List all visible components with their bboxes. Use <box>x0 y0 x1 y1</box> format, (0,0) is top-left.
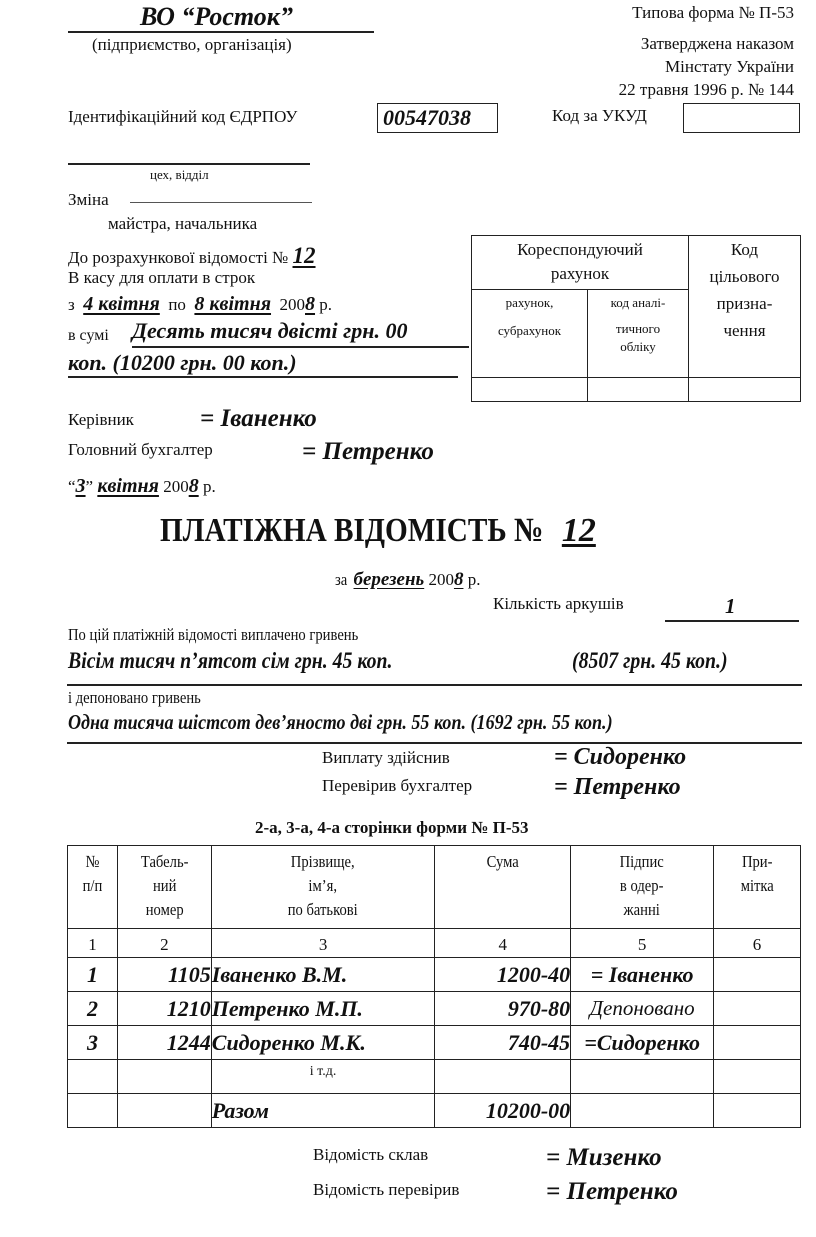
row-note <box>714 992 801 1026</box>
corr-header-account <box>472 236 689 290</box>
total-cell <box>68 1094 118 1128</box>
column-number: 6 <box>714 929 801 958</box>
column-number: 2 <box>117 929 211 958</box>
edrpou-label: Ідентифікаційний код ЄДРПОУ <box>68 107 298 126</box>
verified-signature: = Петренко <box>546 1178 678 1205</box>
approved-line-2: Мінстату України <box>665 57 794 76</box>
corr-sub-account-line2: субрахунок <box>497 323 562 338</box>
checked-by-signature: = Петренко <box>554 774 681 800</box>
year-prefix: 200 <box>279 295 306 314</box>
corr-sub-account <box>472 290 588 378</box>
period-month: березень <box>353 569 425 590</box>
payroll-header-row <box>68 846 801 929</box>
ukud-field <box>683 103 800 133</box>
department-line <box>68 163 310 165</box>
total-cell <box>117 1094 211 1128</box>
calc-sheet-number: 12 <box>292 243 316 268</box>
date-year-suffix: р. <box>202 477 216 496</box>
cash-label: В касу для оплати в строк <box>68 268 256 287</box>
corr-sub-account-line1: рахунок, <box>505 295 554 310</box>
sum-words-line-2: коп. (10200 грн. 00 коп.) <box>68 350 297 375</box>
corr-header-code <box>689 236 801 378</box>
etc-cell <box>571 1060 714 1094</box>
department-caption: цех, відділ <box>150 167 209 182</box>
header-tab-line2: ний <box>152 876 177 895</box>
date-month: квітня <box>97 475 159 497</box>
header-sum-line1: Сума <box>486 852 519 871</box>
header-signature-line3: жанні <box>623 900 661 919</box>
column-numbers-row <box>68 929 801 958</box>
row-no: 3 <box>68 1026 118 1060</box>
row-signature: =Сидоренко <box>571 1026 714 1060</box>
header-note <box>714 846 801 929</box>
ukud-label: Код за УКУД <box>552 106 647 125</box>
paid-words <box>68 648 445 674</box>
pages-caption: 2-а, 3-а, 4-а сторінки форми № П-53 <box>255 818 529 837</box>
payroll-table <box>67 845 801 1128</box>
row-name: Сидоренко М.К. <box>211 1026 435 1060</box>
header-name-line3: по батькові <box>288 900 359 919</box>
row-note <box>714 958 801 992</box>
compiled-label: Відомість склав <box>313 1145 429 1164</box>
deposited-words <box>68 710 701 735</box>
shift-caption: майстра, начальника <box>108 214 258 233</box>
corr-sub-analytic-line1: код аналі- <box>610 295 666 310</box>
header-full-name <box>211 846 435 929</box>
date-year-digit: 8 <box>188 475 199 497</box>
organization-underline <box>68 31 374 33</box>
etc-label: і т.д. <box>211 1060 435 1094</box>
corr-value-analytic <box>588 378 689 402</box>
row-sum: 1200-40 <box>435 958 571 992</box>
row-name: Петренко М.П. <box>211 992 435 1026</box>
calc-sheet-line <box>68 243 316 269</box>
paid-digits <box>572 648 753 674</box>
total-cell <box>571 1094 714 1128</box>
header-name-line1: Прізвище, <box>291 852 355 871</box>
paid-digits-text: (8507 грн. 45 коп.) <box>572 648 728 673</box>
year-suffix: р. <box>319 295 333 314</box>
calc-sheet-label: До розрахункової відомості № <box>68 248 289 267</box>
corr-header-code-line2: цільового <box>709 267 780 286</box>
year-digit: 8 <box>305 293 316 315</box>
paid-label: По цій платіжній відомості виплачено гривень <box>68 625 359 644</box>
corr-header-account-line2: рахунок <box>550 264 610 283</box>
column-number: 5 <box>571 929 714 958</box>
from-label: з <box>68 295 75 314</box>
period-line <box>68 293 332 316</box>
etc-cell <box>714 1060 801 1094</box>
column-number: 4 <box>435 929 571 958</box>
from-date: 4 квітня <box>83 293 160 315</box>
deposited-underline <box>67 742 802 744</box>
sheets-label: Кількість аркушів <box>493 594 624 613</box>
corr-value-account <box>472 378 588 402</box>
shift-label: Зміна <box>68 190 109 209</box>
sum-underline-1 <box>132 346 469 348</box>
corr-sub-analytic-line3: обліку <box>620 339 656 354</box>
sum-label: в сумі <box>68 327 109 344</box>
table-row <box>68 1026 801 1060</box>
correspondence-table <box>471 235 801 402</box>
header-sum <box>435 846 571 929</box>
director-label: Керівник <box>68 410 134 429</box>
edrpou-value: 00547038 <box>383 105 471 130</box>
sum-underline-2 <box>68 376 458 378</box>
paid-underline <box>67 684 802 686</box>
row-tab-number: 1210 <box>117 992 211 1026</box>
row-no: 2 <box>68 992 118 1026</box>
period-prefix: за <box>335 570 348 589</box>
director-signature: = Іваненко <box>200 405 317 432</box>
document-number: 12 <box>561 512 596 549</box>
deposited-words-text: Одна тисяча шістсот дев’яносто дві грн. 55 коп. (1692 грн. 55 коп.) <box>68 710 613 734</box>
row-tab-number: 1105 <box>117 958 211 992</box>
corr-sub-analytic-line2: тичного <box>615 321 661 336</box>
row-signature: Депоновано <box>571 992 714 1026</box>
sheets-underline <box>665 620 799 622</box>
approved-line-1: Затверджена наказом <box>640 34 794 53</box>
row-sum: 970-80 <box>435 992 571 1026</box>
approval-date <box>68 475 216 498</box>
total-sum: 10200-00 <box>435 1094 571 1128</box>
date-day: 3 <box>75 475 86 497</box>
row-note <box>714 1026 801 1060</box>
row-no: 1 <box>68 958 118 992</box>
verified-label: Відомість перевірив <box>313 1180 460 1199</box>
organization-name: ВО “Росток” <box>140 2 293 31</box>
corr-header-code-line4: чення <box>723 321 766 340</box>
header-no <box>68 846 118 929</box>
header-no-line1: № <box>85 852 100 871</box>
period <box>335 569 480 591</box>
corr-header-account-line1: Кореспондуючий <box>517 240 643 259</box>
organization-caption: (підприємство, організація) <box>92 35 292 54</box>
sum-words-line-1: Десять тисяч двісті грн. 00 <box>132 318 408 343</box>
document-title <box>160 512 596 550</box>
corr-header-code-line3: призна- <box>716 294 773 313</box>
chief-accountant-label: Головний бухгалтер <box>68 440 213 459</box>
sheets-value: 1 <box>725 594 736 618</box>
corr-sub-analytic <box>588 290 689 378</box>
row-signature: = Іваненко <box>571 958 714 992</box>
etc-cell <box>117 1060 211 1094</box>
table-row <box>68 992 801 1026</box>
to-date: 8 квітня <box>194 293 272 315</box>
form-type: Типова форма № П-53 <box>632 3 794 22</box>
total-cell <box>714 1094 801 1128</box>
date-year-prefix: 200 <box>163 477 189 496</box>
period-year-digit: 8 <box>453 569 464 590</box>
compiled-signature: = Мизенко <box>546 1144 662 1171</box>
chief-accountant-signature: = Петренко <box>302 438 434 465</box>
paid-words-text: Вісім тисяч п’ятсот сім грн. 45 коп. <box>68 648 393 673</box>
header-note-line2: мітка <box>740 876 774 895</box>
column-number: 3 <box>211 929 435 958</box>
row-sum: 740-45 <box>435 1026 571 1060</box>
deposited-label: і депоновано гривень <box>68 688 201 707</box>
header-signature-line2: в одер- <box>620 876 664 895</box>
paid-by-label: Виплату здійснив <box>322 748 450 767</box>
paid-by-signature: = Сидоренко <box>554 744 687 770</box>
header-tab-number <box>117 846 211 929</box>
document-title-text: ПЛАТІЖНА ВІДОМІСТЬ № <box>160 512 544 549</box>
to-label: по <box>168 295 186 314</box>
row-tab-number: 1244 <box>117 1026 211 1060</box>
corr-header-code-line1: Код <box>730 240 759 259</box>
shift-line <box>130 202 312 203</box>
header-name-line2: ім’я, <box>308 876 338 895</box>
etc-cell <box>68 1060 118 1094</box>
header-note-line1: При- <box>741 852 773 871</box>
total-label: Разом <box>211 1094 435 1128</box>
table-row <box>68 958 801 992</box>
edrpou-field <box>377 103 498 133</box>
row-name: Іваненко В.М. <box>211 958 435 992</box>
period-year-suffix: р. <box>467 570 481 589</box>
date-open-quote: “ <box>68 477 76 496</box>
etc-cell <box>435 1060 571 1094</box>
checked-by-label: Перевірив бухгалтер <box>322 776 473 795</box>
header-signature <box>571 846 714 929</box>
column-number: 1 <box>68 929 118 958</box>
header-tab-line3: номер <box>145 900 184 919</box>
period-year-prefix: 200 <box>428 570 454 589</box>
header-no-line2: п/п <box>82 876 103 895</box>
etc-row <box>68 1060 801 1094</box>
approved-line-3: 22 травня 1996 р. № 144 <box>618 80 794 99</box>
total-row <box>68 1094 801 1128</box>
corr-value-code <box>689 378 801 402</box>
header-signature-line1: Підпис <box>620 852 665 871</box>
header-tab-line1: Табель- <box>140 852 189 871</box>
date-close-quote: ” <box>85 477 94 496</box>
